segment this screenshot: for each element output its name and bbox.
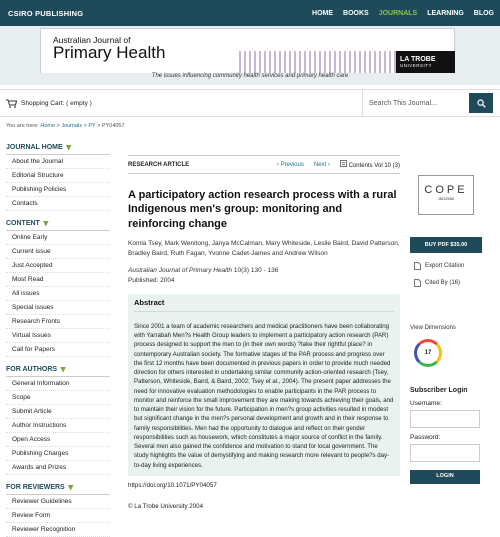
- sidebar-item-review-form[interactable]: Review Form: [6, 509, 110, 523]
- nav-blog[interactable]: BLOG: [473, 9, 494, 17]
- chevron-down-icon: [68, 485, 74, 491]
- nav-home[interactable]: HOME: [312, 9, 334, 17]
- toolbar: [0, 89, 500, 117]
- cart-icon: [6, 99, 17, 108]
- right-column: [410, 135, 482, 537]
- chevron-down-icon: [60, 367, 66, 373]
- login-heading: Subscriber Login: [410, 387, 468, 394]
- sidebar-item-special-issues[interactable]: Special issues: [6, 301, 110, 315]
- brand-logo[interactable]: CSIRO PUBLISHING: [8, 8, 84, 18]
- sidebar-item-most-read[interactable]: Most Read: [6, 273, 110, 287]
- article-type-label: RESEARCH ARTICLE: [128, 161, 190, 168]
- dimensions-badge[interactable]: 17: [414, 339, 442, 367]
- sidebar-item-editorial[interactable]: Editorial Structure: [6, 169, 110, 183]
- sidebar-item-awards[interactable]: Awards and Prizes: [6, 461, 110, 475]
- cited-by-link[interactable]: Cited By (16): [410, 279, 482, 287]
- sidebar-item-reviewer-guidelines[interactable]: Reviewer Guidelines: [6, 495, 110, 509]
- sidebar-item-call-for-papers[interactable]: Call for Papers: [6, 343, 110, 357]
- journal-reference: Australian Journal of Primary Health 10(3) 130 - 136 Published: 2004: [128, 267, 279, 285]
- article-title: A participatory action research process with a rural Indigenous men's group: monitoring and reinforcing change: [128, 189, 397, 230]
- article-authors: Komla Tsey, Mark Wenitong, Janya McCalman, Mary Whiteside, Leslie Baird, David Patterson, Bradley Baird, Ruth Fagan, Yvonne Cadet-James and Andrew Wilson: [128, 239, 400, 257]
- sidebar-item-about[interactable]: About the Journal: [6, 155, 110, 169]
- sidebar-item-virtual-issues[interactable]: Virtual Issues: [6, 329, 110, 343]
- chevron-down-icon: [43, 221, 49, 227]
- sidebar-item-author-instructions[interactable]: Author Instructions: [6, 419, 110, 433]
- sidebar-item-policies[interactable]: Publishing Policies: [6, 183, 110, 197]
- banner-title: Primary Health: [53, 43, 166, 62]
- cope-logo[interactable]: COPE JM12550: [418, 175, 474, 215]
- crumb-journals[interactable]: Journals: [61, 123, 83, 129]
- login-button[interactable]: LOGIN: [410, 470, 480, 484]
- buy-pdf-button[interactable]: BUY PDF $35.00: [410, 237, 482, 253]
- nav-learning[interactable]: LEARNING: [427, 9, 464, 17]
- sidebar-item-online-early[interactable]: Online Early: [6, 231, 110, 245]
- sidebar-item-general-information[interactable]: General Information: [6, 377, 110, 391]
- copyright: © La Trobe University 2004: [128, 502, 204, 510]
- crumb-py[interactable]: PY: [88, 123, 96, 129]
- article-main: [110, 135, 400, 537]
- sidebar-item-all-issues[interactable]: All issues: [6, 287, 110, 301]
- banner-tagline: The issues influencing community health services and primary health care: [0, 73, 500, 85]
- abstract-heading: Abstract: [134, 298, 394, 312]
- sidebar-item-submit-article[interactable]: Submit Article: [6, 405, 110, 419]
- export-citation-link[interactable]: Export Citation: [410, 262, 482, 270]
- sidebar-item-scope[interactable]: Scope: [6, 391, 110, 405]
- crumb-current: PY04057: [101, 123, 125, 129]
- top-nav: [312, 10, 494, 17]
- breadcrumb: You are here: Home > Journals > PY > PY04057: [6, 123, 125, 129]
- sidebar-heading-for-authors[interactable]: FOR AUTHORS: [6, 363, 110, 377]
- sidebar-item-contacts[interactable]: Contacts: [6, 197, 110, 211]
- sidebar-item-just-accepted[interactable]: Just Accepted: [6, 259, 110, 273]
- search-icon: [477, 99, 486, 108]
- doi-link[interactable]: https://doi.org/10.1071/PY04057: [128, 481, 217, 489]
- latrobe-logo: LA TROBE UNIVERSITY: [396, 51, 455, 77]
- sidebar-item-reviewer-recognition[interactable]: Reviewer Recognition: [6, 523, 110, 537]
- nav-journals[interactable]: JOURNALS: [378, 9, 418, 17]
- document-icon: [414, 262, 421, 270]
- crumb-home[interactable]: Home: [40, 123, 56, 129]
- abstract-panel: [128, 294, 400, 476]
- sidebar-heading-journal-home[interactable]: JOURNAL HOME: [6, 141, 110, 155]
- password-label: Password:: [410, 434, 441, 441]
- article-bar: [128, 155, 400, 174]
- contents-link[interactable]: Contents Vol 10 (3): [340, 160, 400, 169]
- nav-books[interactable]: BOOKS: [343, 9, 369, 17]
- username-field[interactable]: [410, 410, 480, 428]
- shopping-cart[interactable]: [0, 99, 362, 108]
- sidebar-heading-content[interactable]: CONTENT: [6, 217, 110, 231]
- contents-icon: [340, 160, 347, 167]
- chevron-down-icon: [66, 145, 72, 151]
- banner-line1: Australian Journal of: [53, 35, 131, 45]
- cart-label: Shopping Cart: ( empty ): [21, 99, 92, 107]
- search-input[interactable]: Search This Journal...: [362, 90, 465, 116]
- previous-link[interactable]: ‹ Previous: [276, 161, 304, 168]
- password-field[interactable]: [410, 444, 480, 462]
- top-bar: [0, 0, 500, 26]
- sidebar: [6, 135, 110, 537]
- username-label: Username:: [410, 400, 442, 407]
- sidebar-item-publishing-charges[interactable]: Publishing Charges: [6, 447, 110, 461]
- document-icon: [414, 279, 421, 287]
- published-date: Published: 2004: [128, 277, 175, 285]
- next-link[interactable]: Next ›: [313, 161, 330, 168]
- dimensions-label: View Dimensions: [410, 325, 456, 331]
- sidebar-item-open-access[interactable]: Open Access: [6, 433, 110, 447]
- journal-banner[interactable]: [40, 28, 455, 78]
- sidebar-item-research-fronts[interactable]: Research Fronts: [6, 315, 110, 329]
- sidebar-item-current-issue[interactable]: Current issue: [6, 245, 110, 259]
- abstract-text: Since 2001 a team of academic researchers and medical practitioners have been collaborating with Yarrabah Men?s Health Group leaders to implement a participatory action research (PAR) process designed to support the men to (in their own words) ?take their rightful place? in contemporary Australian society. The formative stages of the PAR process and progress over the first 12 months have been documented in previous papers in order to provide much needed direction for others interested in undertaking similar community action-oriented research (Tsey, Patterson, Whiteside, Baird, & Baird, 2002; Tsey et al., 2004). The present paper addresses the need for innovative evaluation methodologies to enable participants in the PAR process to monitor and reinforce the small improvement they are making towards achieving their goals, and to maintain their vision for the future. Participation in men?s group activities resulted in modest but significant change in the men?s personal development and growth and in their response to family responsibilities. Men had the opportunity to dialogue and reflect on their gender responsibilities such as housework, which constitutes a major source of conflict in the family. Several men also gained the confidence and motivation to stand for local government. The study highlights the value of demystifying and making research more relevant to people?s day-to-day living experiences.: [134, 322, 394, 469]
- sidebar-heading-for-reviewers[interactable]: FOR REVIEWERS: [6, 481, 110, 495]
- search-button[interactable]: [469, 93, 493, 113]
